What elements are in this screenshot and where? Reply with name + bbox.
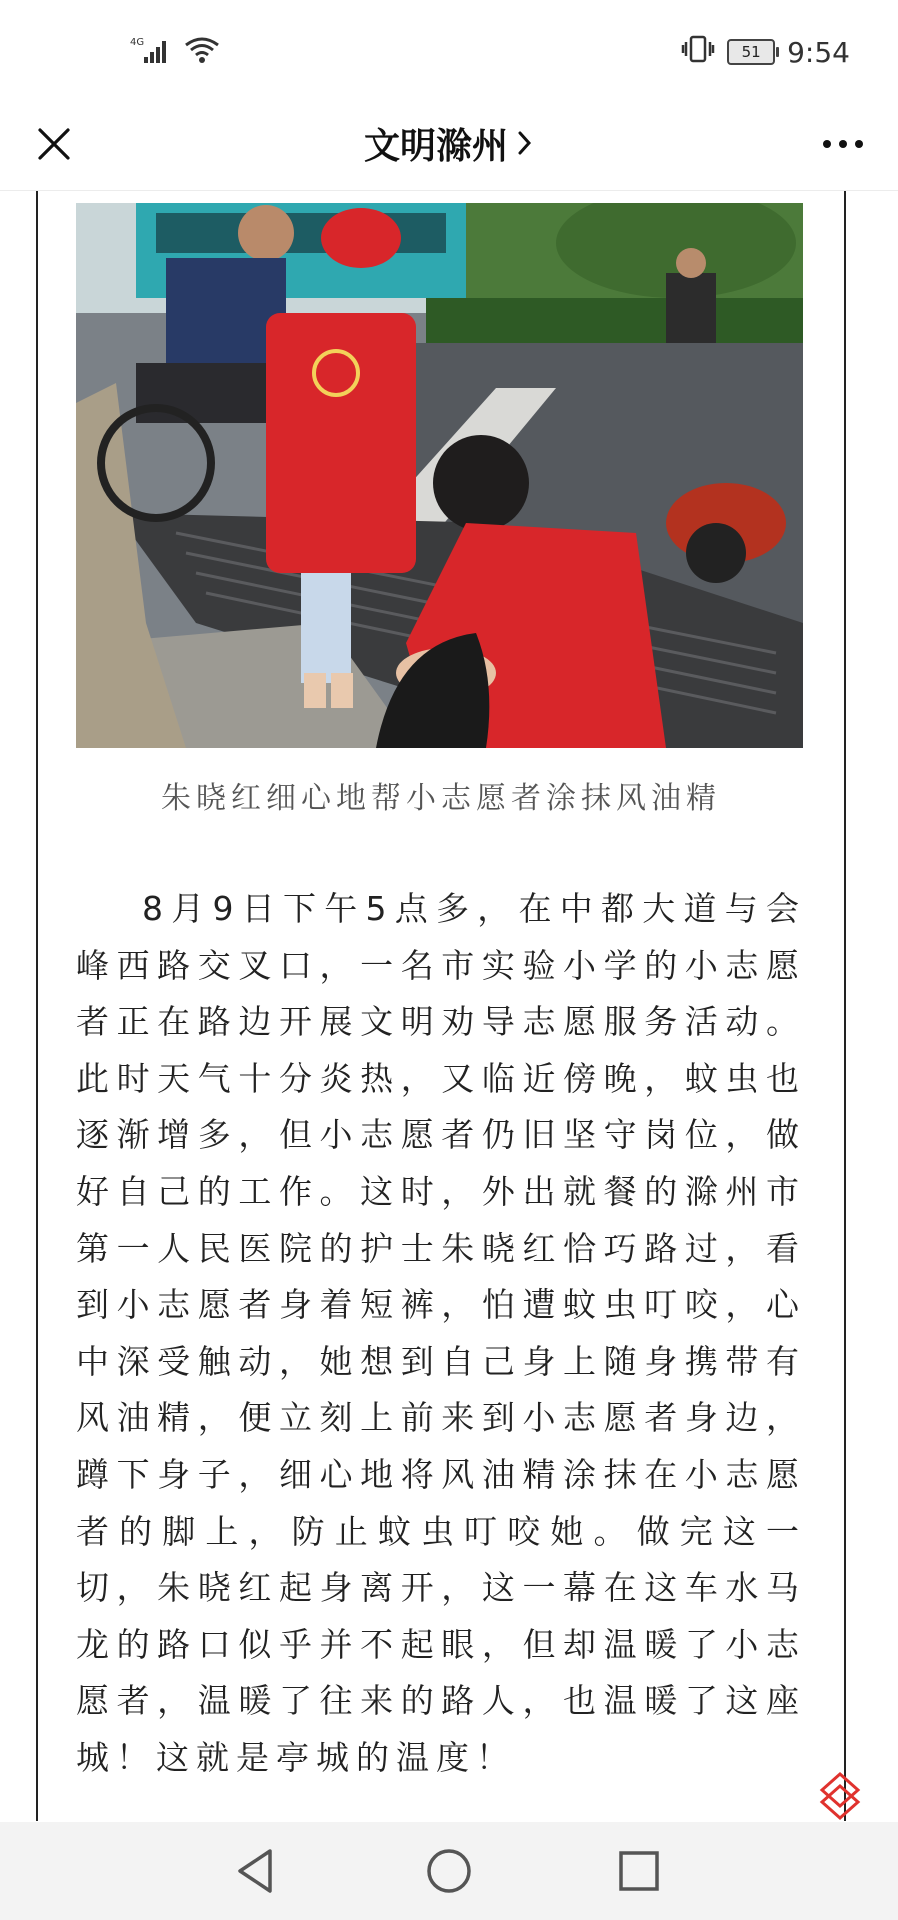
status-right [681,32,850,72]
network-type-label: 4G [130,37,145,48]
close-icon [36,126,72,162]
home-button[interactable] [421,1843,477,1899]
clock: 9:54 [787,35,850,69]
battery-level: 51 [741,43,761,61]
battery-icon [727,39,775,65]
back-button[interactable] [228,1843,284,1899]
more-icon [823,140,863,148]
signal-icon [130,35,174,69]
photo-caption: 朱晓红细心地帮小志愿者涂抹风油精 [161,781,721,816]
diamond-logo-icon[interactable] [818,1772,862,1820]
system-navigation-bar [0,1822,898,1920]
article-paragraph: 8月9日下午5点多，在中都大道与会峰西路交叉口，一名市实验小学的小志愿者正在路边开展文明劝导志愿服务活动。此时天气十分炎热，又临近傍晚，蚊虫也逐渐增多，但小志愿者仍旧坚守岗位，做好自己的工作。这时，外出就餐的滁州市第一人民医院的护士朱晓红恰巧路过，看到小志愿者身着短裤，怕遭蚊虫叮咬，心中深受触动，她想到自己身上随身携带有风油精，便立刻上前来到小志愿者身边，蹲下身子，细心地将风油精涂抹在小志愿者的脚上，防止蚊虫叮咬她。做完这一切，朱晓红起身离开，这一幕在这车水马龙的路口似乎并不起眼，但却温暖了小志愿者，温暖了往来的路人，也温暖了这座城！这就是亭城的温度！ [76,889,806,1777]
status-left [130,32,220,72]
chevron-right-icon [516,128,534,158]
back-icon [234,1847,278,1895]
article-content[interactable] [0,191,898,1821]
page-title: 文明滁州 [363,125,508,167]
home-icon [425,1847,473,1895]
recents-button[interactable] [611,1843,667,1899]
more-button[interactable] [808,114,878,174]
nav-bar [0,100,898,191]
recents-icon [617,1849,661,1893]
status-bar [0,0,898,100]
vibrate-icon [681,34,715,71]
article-photo[interactable] [76,203,803,748]
account-title-link[interactable] [339,112,559,174]
close-button[interactable] [24,114,84,174]
wifi-icon [184,35,220,69]
